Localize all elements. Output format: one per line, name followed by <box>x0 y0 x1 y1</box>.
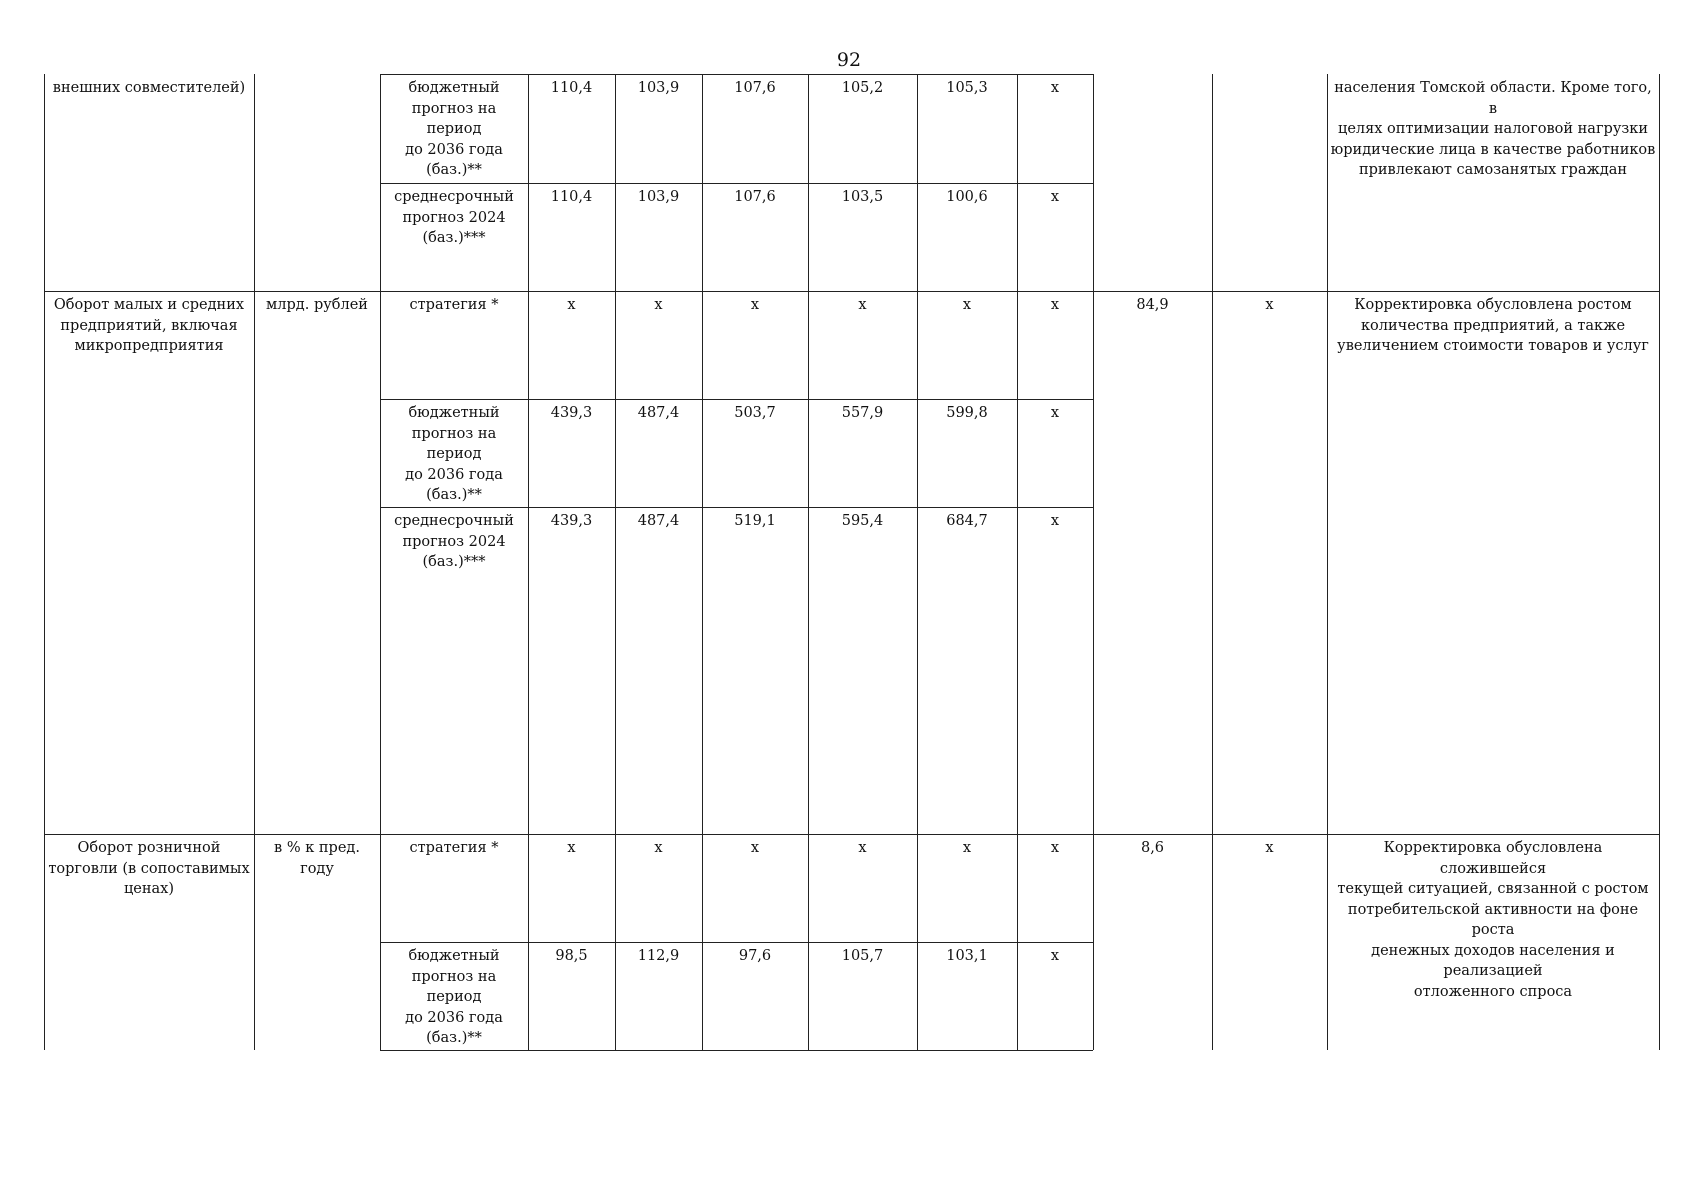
column-border <box>254 74 255 1050</box>
value-col-1-cell: х <box>567 840 576 856</box>
value-col-3-cell: 107,6 <box>734 80 776 96</box>
value-col-5-cell: 684,7 <box>946 513 988 529</box>
value-col-6-cell: х <box>1050 948 1060 964</box>
value-col-1-cell: 110,4 <box>550 80 593 96</box>
mark-cell: х <box>1265 297 1274 313</box>
value-col-4-cell: 105,2 <box>841 80 884 96</box>
value-col-3-cell: 107,6 <box>734 189 776 205</box>
value-col-6-cell: х <box>1050 189 1060 205</box>
unit-cell: в % к пред. году <box>274 840 360 877</box>
value-col-6-cell: х <box>1050 405 1060 421</box>
target-value-cell: 8,6 <box>1140 840 1165 856</box>
value-col-3-cell: 503,7 <box>734 405 776 421</box>
comment-cell: Корректировка обусловлена ростом количества предприятий, а также увеличением стоимости товаров и услуг <box>1337 297 1649 354</box>
value-col-4-cell: 557,9 <box>841 405 884 421</box>
value-col-1-cell: 439,3 <box>550 513 593 529</box>
comment-cell: Корректировка обусловлена сложившейся текущей ситуацией, связанной с ростом потребительской активности на фоне роста денежных доходов населения и реализацией отложенного спроса <box>1337 840 1649 1000</box>
column-border <box>1327 74 1328 1050</box>
mark-cell <box>1212 74 1327 291</box>
value-col-2-cell: 487,4 <box>637 405 680 421</box>
value-col-3-cell: х <box>750 297 760 313</box>
row-separator <box>380 74 1093 75</box>
value-col-5-cell: х <box>962 297 972 313</box>
value-col-5-cell: 599,8 <box>946 405 988 421</box>
forecast-source-cell: стратегия * <box>409 840 499 856</box>
value-col-4-cell: 103,5 <box>841 189 884 205</box>
indicator-name-cell: Оборот малых и средних предприятий, включая микропредприятия <box>53 297 245 354</box>
row-separator <box>380 942 1093 943</box>
page-number: 92 <box>836 49 862 71</box>
forecast-source-cell: бюджетный прогноз на период до 2036 года (баз.)** <box>405 405 503 503</box>
forecast-source-cell: бюджетный прогноз на период до 2036 года (баз.)** <box>405 80 503 178</box>
value-col-6-cell: х <box>1050 297 1060 313</box>
row-separator <box>380 399 1093 400</box>
row-separator <box>380 183 1093 184</box>
column-border <box>380 74 381 1050</box>
value-col-2-cell: х <box>654 297 663 313</box>
value-col-6-cell: х <box>1050 80 1060 96</box>
column-border <box>1212 74 1213 1050</box>
column-border <box>528 74 529 1050</box>
forecast-source-cell: среднесрочный прогноз 2024 (баз.)*** <box>394 513 514 570</box>
column-border <box>44 74 45 1050</box>
row-separator <box>380 1050 1093 1051</box>
group-separator <box>44 834 1659 835</box>
group-separator <box>44 291 1659 292</box>
value-col-1-cell: 439,3 <box>550 405 593 421</box>
value-col-5-cell: 103,1 <box>946 948 988 964</box>
value-col-2-cell: 103,9 <box>637 189 680 205</box>
value-col-4-cell: 595,4 <box>841 513 884 529</box>
value-col-6-cell: х <box>1050 513 1060 529</box>
value-col-2-cell: 103,9 <box>637 80 680 96</box>
value-col-1-cell: 110,4 <box>550 189 593 205</box>
indicator-name-cell: Оборот розничной торговли (в сопоставимых ценах) <box>48 840 250 897</box>
target-value-cell: 84,9 <box>1136 297 1169 313</box>
value-col-5-cell: 105,3 <box>946 80 988 96</box>
value-col-3-cell: х <box>750 840 760 856</box>
forecast-source-cell: стратегия * <box>409 297 499 313</box>
target-value-cell <box>1093 74 1212 291</box>
column-border <box>615 74 616 1050</box>
comment-cell: населения Томской области. Кроме того, в целях оптимизации налоговой нагрузки юридические лица в качестве работников привлекают самозанятых граждан <box>1330 80 1656 178</box>
indicator-name-cell: внешних совместителей) <box>52 80 246 96</box>
value-col-2-cell: 487,4 <box>637 513 680 529</box>
unit-cell: млрд. рублей <box>266 297 368 313</box>
forecast-source-cell: среднесрочный прогноз 2024 (баз.)*** <box>394 189 514 246</box>
value-col-5-cell: х <box>962 840 972 856</box>
value-col-1-cell: х <box>567 297 576 313</box>
mark-cell: х <box>1265 840 1274 856</box>
column-border <box>1659 74 1660 1050</box>
value-col-6-cell: х <box>1050 840 1060 856</box>
value-col-1-cell: 98,5 <box>555 948 588 964</box>
value-col-3-cell: 519,1 <box>734 513 776 529</box>
column-border <box>1017 74 1018 1050</box>
column-border <box>808 74 809 1050</box>
column-border <box>917 74 918 1050</box>
column-border <box>1093 74 1094 1050</box>
value-col-3-cell: 97,6 <box>738 948 772 964</box>
value-col-4-cell: 105,7 <box>841 948 884 964</box>
value-col-2-cell: х <box>654 840 663 856</box>
column-border <box>702 74 703 1050</box>
row-separator <box>380 507 1093 508</box>
forecast-source-cell: бюджетный прогноз на период до 2036 года (баз.)** <box>405 948 503 1046</box>
value-col-2-cell: 112,9 <box>637 948 680 964</box>
value-col-5-cell: 100,6 <box>946 189 988 205</box>
value-col-4-cell: х <box>858 297 867 313</box>
unit-cell <box>254 74 380 291</box>
value-col-4-cell: х <box>858 840 867 856</box>
